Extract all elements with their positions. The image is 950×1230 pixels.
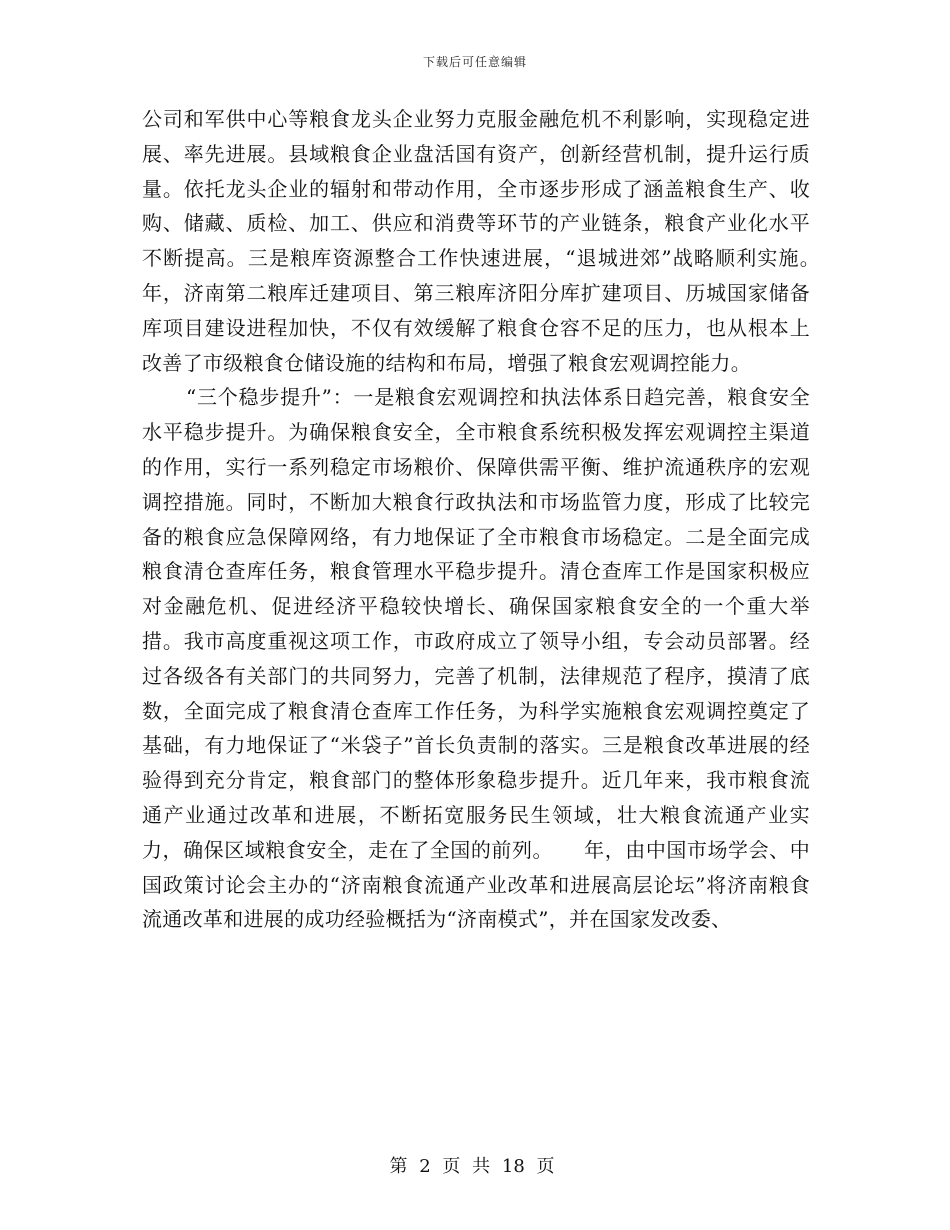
footer-label-total: 共 <box>472 1156 491 1177</box>
footer-label-page-unit: 页 <box>442 1156 461 1177</box>
document-body <box>142 102 851 937</box>
footer-current-page: 2 <box>419 1156 431 1177</box>
paragraph-2: “三个稳步提升”：一是粮食宏观调控和执法体系日趋完善，粮食安全水平稳步提升。为确保粮食安全，全市粮食系统积极发挥宏观调控主渠道的作用，实行一系列稳定市场粮价、保障供需平衡、维护流通秩序的宏观调控措施。同时，不断加大粮食行政执法和市场监管力度，形成了比较完备的粮食应急保障网络，有力地保证了全市粮食市场稳定。二是全面完成粮食清仓查库任务，粮食管理水平稳步提升。清仓查库工作是国家积极应对金融危机、促进经济平稳较快增长、确保国家粮食安全的一个重大举措。我市高度重视这项工作，市政府成立了领导小组，专会动员部署。经过各级各有关部门的共同努力，完善了机制，法律规范了程序，摸清了底数，全面完成了粮食清仓查库工作任务，为科学实施粮食宏观调控奠定了基础，有力地保证了“米袋子”首长负责制的落实。三是粮食改革进展的经验得到充分肯定，粮食部门的整体形象稳步提升。近几年来，我市粮食流通产业通过改革和进展，不断拓宽服务民生领域，壮大粮食流通产业实力，确保区域粮食安全，走在了全国的前列。 年，由中国市场学会、中国政策讨论会主办的“济南粮食流通产业改革和进展高层论坛”将济南粮食流通改革和进展的成功经验概括为“济南模式”，并在国家发改委、 <box>142 385 810 932</box>
page-footer <box>0 1156 950 1178</box>
footer-total-pages: 18 <box>501 1156 525 1177</box>
page-header-note: 下载后可任意编辑 <box>422 55 527 69</box>
paragraph-1: 公司和军供中心等粮食龙头企业努力克服金融危机不利影响，实现稳定进展、率先进展。县域粮食企业盘活国有资产，创新经营机制，提升运行质量。依托龙头企业的辐射和带动作用，全市逐步形成了涵盖粮食生产、收购、储藏、质检、加工、供应和消费等环节的产业链条，粮食产业化水平不断提高。三是粮库资源整合工作快速进展，“退城进郊”战略顺利实施。 年，济南第二粮库迁建项目、第三粮库济阳分库扩建项目、历城国家储备库项目建设进程加快，不仅有效缓解了粮食仓容不足的压力，也从根本上改善了市级粮食仓储设施的结构和布局，增强了粮食宏观调控能力。 <box>142 107 851 375</box>
footer-label-total-unit: 页 <box>536 1156 555 1177</box>
footer-label-page: 第 <box>389 1156 408 1177</box>
